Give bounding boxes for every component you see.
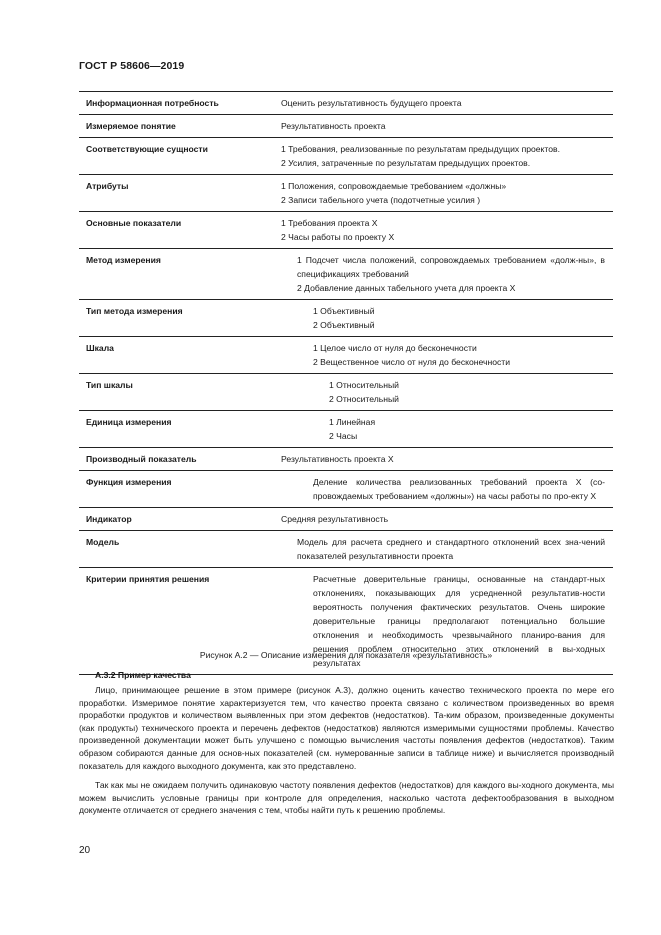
document-header: ГОСТ Р 58606—2019 xyxy=(79,60,185,72)
row-label: Единица измерения xyxy=(79,411,274,448)
row-value xyxy=(274,448,613,471)
value-line: Расчетные доверительные границы, основанные на стандарт-ных отклонениях, показывающих для усредненной результатив-ности вероятность получения фактических результатов. Очень широкие доверительные границы предполагают потенциально большие отклонения и необходимость чрезвычайного планиро-вания для решения проблем относительно этих отклонений в вы-ходных результатах xyxy=(313,574,605,668)
value-line: Средняя результативность xyxy=(281,514,389,524)
row-label: Функция измерения xyxy=(79,471,274,508)
value-line: 2 Записи табельного учета (подотчетные усилия ) xyxy=(281,195,481,205)
value-line: Результативность проекта xyxy=(281,121,386,131)
row-label: Измеряемое понятие xyxy=(79,115,274,138)
row-value xyxy=(274,508,613,531)
table-row xyxy=(79,508,613,531)
value-line: 2 Часы работы по проекту X xyxy=(281,232,395,242)
row-value xyxy=(274,471,613,508)
row-value xyxy=(274,212,613,249)
row-label: Соответствующие сущности xyxy=(79,138,274,175)
table-row xyxy=(79,337,613,374)
figure-caption: Рисунок А.2 — Описание измерения для показателя «результативность» xyxy=(199,650,493,660)
row-value xyxy=(274,115,613,138)
row-label: Критерии принятия решения xyxy=(79,568,274,675)
paragraph: Лицо, принимающее решение в этом примере (рисунок А.3), должно оценить качество технического проекта по мере его проработки. Измеримое понятие характеризуется тем, что качество проекта связано с количеством произведенных во время проработки продуктов и количеством выявленных при этом дефектов (недостатков). Та-ким образом, произведенные документы (как продукты) технического проекта и перечень дефектов (недостатков) являются измеримыми сущностями проблемы. Качество произведенной документации может быть улучшено с помощью вычисления частоты появления дефектов (недостатков). Таким образом собираются данные для основ-ных показателей (см. нумерованные записи в таблице ниже) и вычисляется производный показатель для каждого выходного документа, как это представлено. xyxy=(79,685,614,771)
value-line: 2 Объективный xyxy=(313,320,375,330)
paragraph: Так как мы не ожидаем получить одинаковую частоту появления дефектов (недостатков) для каждого вы-ходного документа, мы можем вычислить условные границы при контроле для определения, насколько частота дефектообразования в выходном документе отличается от среднего значения с тем, чтобы найти путь к решению проблемы. xyxy=(79,780,614,816)
row-label: Основные показатели xyxy=(79,212,274,249)
table-row xyxy=(79,471,613,508)
row-label: Тип шкалы xyxy=(79,374,274,411)
row-label: Метод измерения xyxy=(79,249,274,300)
row-value xyxy=(274,531,613,568)
table-row xyxy=(79,531,613,568)
value-line: 1 Требования проекта X xyxy=(281,218,378,228)
row-label: Атрибуты xyxy=(79,175,274,212)
table-row xyxy=(79,411,613,448)
value-line: 1 Целое число от нуля до бесконечности xyxy=(313,343,477,353)
table-row xyxy=(79,138,613,175)
row-value xyxy=(274,249,613,300)
table-row xyxy=(79,300,613,337)
row-value xyxy=(274,175,613,212)
value-line: Результативность проекта X xyxy=(281,454,394,464)
table-row xyxy=(79,92,613,115)
section-title: А.3.2 Пример качества xyxy=(95,670,191,680)
measurement-spec-table xyxy=(79,91,613,675)
row-label: Шкала xyxy=(79,337,274,374)
value-line: 1 Линейная xyxy=(329,417,376,427)
value-line: Модель для расчета среднего и стандартного отклонений всех зна-чений показателей результативности проекта xyxy=(297,537,605,561)
value-line: Оценить результативность будущего проекта xyxy=(281,98,462,108)
value-line: 2 Добавление данных табельного учета для проекта X xyxy=(297,283,516,293)
row-value xyxy=(274,374,613,411)
value-line: 2 Усилия, затраченные по результатам предыдущих проектов. xyxy=(281,158,531,168)
table-row xyxy=(79,212,613,249)
value-line: 1 Положения, сопровождаемые требованием «должны» xyxy=(281,181,507,191)
value-line: 2 Относительный xyxy=(329,394,399,404)
table-row xyxy=(79,175,613,212)
row-value xyxy=(274,92,613,115)
value-line: 1 Относительный xyxy=(329,380,399,390)
value-line: 2 Вещественное число от нуля до бесконечности xyxy=(313,357,511,367)
row-label: Модель xyxy=(79,531,274,568)
value-line: 2 Часы xyxy=(329,431,358,441)
table-row xyxy=(79,448,613,471)
row-label: Тип метода измерения xyxy=(79,300,274,337)
table-row xyxy=(79,374,613,411)
value-line: Деление количества реализованных требований проекта X (со-провождаемых требованием «должны») на часы работы по про-екту X xyxy=(313,477,605,501)
row-value xyxy=(274,300,613,337)
page-number: 20 xyxy=(79,845,91,856)
row-value xyxy=(274,411,613,448)
table-row xyxy=(79,115,613,138)
value-line: 1 Подсчет числа положений, сопровождаемых требованием «долж-ны», в спецификациях требований xyxy=(297,255,605,279)
row-label: Информационная потребность xyxy=(79,92,274,115)
row-value xyxy=(274,138,613,175)
value-line: 1 Объективный xyxy=(313,306,375,316)
row-value xyxy=(274,337,613,374)
row-label: Производный показатель xyxy=(79,448,274,471)
value-line: 1 Требования, реализованные по результатам предыдущих проектов. xyxy=(281,144,560,154)
table-row xyxy=(79,249,613,300)
row-label: Индикатор xyxy=(79,508,274,531)
